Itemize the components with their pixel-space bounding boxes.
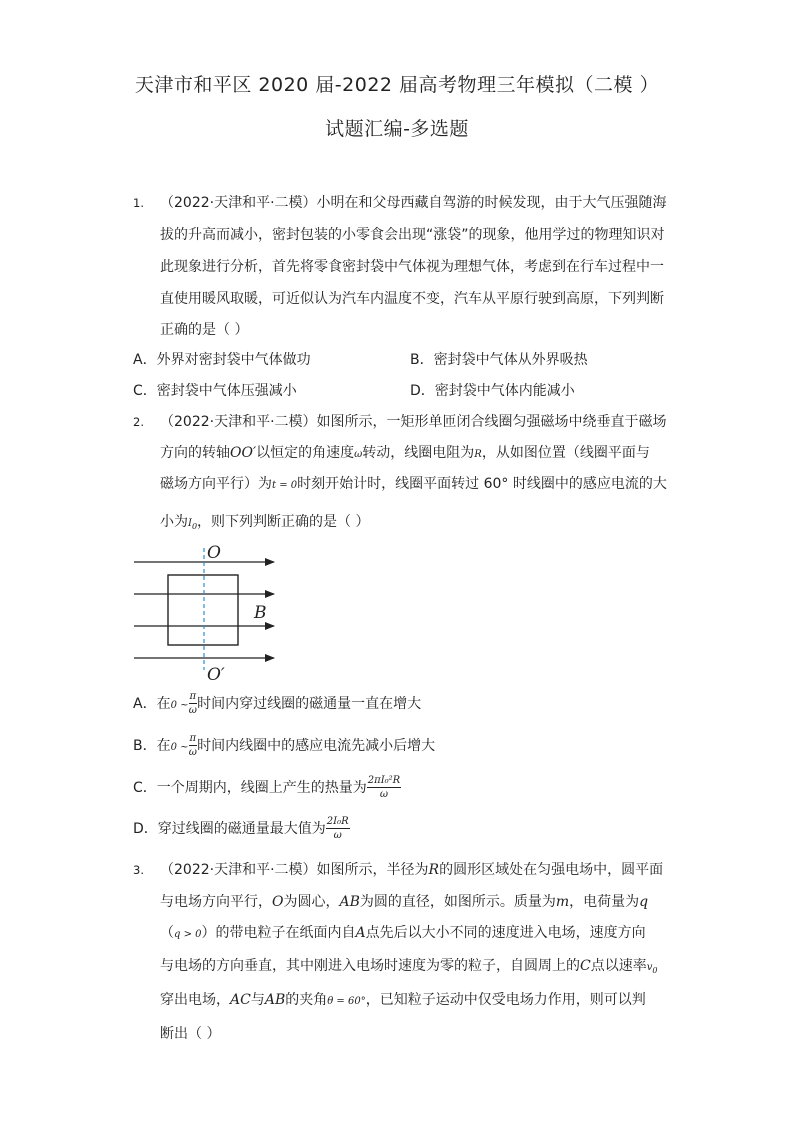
question-text-line: 磁场方向平行）为t = 0时刻开始计时，线圈平面转过 60° 时线圈中的感应电流的大 — [160, 476, 667, 492]
option-a: A．在0 ~ $\frac{\pi}{\omega}$ 时间内穿过线圈的磁通量一直在增大 — [133, 691, 422, 716]
question-text-line: 与电场的方向垂直，其中刚进入电场时速度为零的粒子，自圆周上的C点以速率$v_0$ — [160, 958, 658, 975]
coil-field-diagram — [130, 540, 290, 685]
question-text-line: 方向的转轴OO′以恒定的角速度ω转动，线圈电阻为R，从如图位置（线圈平面与 — [160, 445, 650, 461]
option-c: C．一个周期内，线圈上产生的热量为 $\frac{\text{2πI₀²R}}{\omega}$ — [133, 775, 401, 800]
question-number: 3. — [133, 863, 144, 877]
question-number: 2. — [133, 415, 144, 429]
coil — [168, 575, 238, 645]
question-text-line: （2022·天津和平·二模）小明在和父母西藏自驾游的时候发现，由于大气压强随海 — [160, 195, 667, 211]
question-text-line: 直使用暖风取暖，可近似认为汽车内温度不变，汽车从平原行驶到高原，下列判断 — [160, 291, 664, 307]
resistance-symbol: R — [474, 449, 482, 460]
axis-symbol: OO′ — [230, 445, 257, 461]
question-text-line: 正确的是（ ） — [160, 322, 249, 338]
question-number: 1. — [133, 196, 144, 210]
page-title-line1: 天津市和平区 2020 届-2022 届高考物理三年模拟（二模 ） — [134, 74, 660, 96]
option-b: B．在0 ~ $\frac{\pi}{\omega}$ 时间内线圈中的感应电流先减小后增大 — [133, 733, 436, 758]
question-text-line: 与电场方向平行，O为圆心，AB为圆的直径，如图所示。质量为m，电荷量为q — [160, 894, 649, 910]
question-text-line: （2022·天津和平·二模）如图所示，半径为R的圆形区域处在匀强电场中，圆平面 — [160, 862, 664, 878]
option-c: C．密封袋中气体压强减小 — [133, 383, 297, 399]
field-label: B — [254, 603, 267, 623]
option-d: D．密封袋中气体内能减小 — [410, 383, 575, 399]
option-a: A．外界对密封袋中气体做功 — [133, 352, 311, 368]
question-text-line: 断出（ ） — [160, 1026, 221, 1042]
option-d: D．穿过线圈的磁通量最大值为 $\frac{\text{2I₀R}}{\omega}$ — [133, 816, 349, 841]
axis-label-bottom: O′ — [207, 665, 225, 685]
page-title-line2: 试题汇编-多选题 — [325, 118, 469, 140]
question-text-line: （2022·天津和平·二模）如图所示，一矩形单匝闭合线圈匀强磁场中绕垂直于磁场 — [160, 414, 667, 430]
question-text-line: 此现象进行分析，首先将零食密封袋中气体视为理想气体，考虑到在行车过程中一 — [160, 259, 664, 275]
question-text-line: 穿出电场，AC与AB的夹角θ = 60°，已知粒子运动中仅受电场力作用，则可以判 — [160, 992, 646, 1008]
time-zero: t = 0 — [272, 480, 298, 491]
axis-label-top: O — [207, 543, 221, 563]
question-text-line: 拔的升高而减小，密封包装的小零食会出现“涨袋”的现象，他用学过的物理知识对 — [160, 227, 665, 243]
omega-symbol: ω — [354, 449, 363, 460]
question-text-line: （q > 0）的带电粒子在纸面内自A点先后以大小不同的速度进入电场，速度方向 — [160, 925, 646, 941]
option-b: B．密封袋中气体从外界吸热 — [410, 352, 588, 368]
current-symbol: $I_0$ — [188, 518, 198, 531]
question-text-line: 小为$I_0$，则下列判断正确的是（ ） — [160, 514, 370, 531]
